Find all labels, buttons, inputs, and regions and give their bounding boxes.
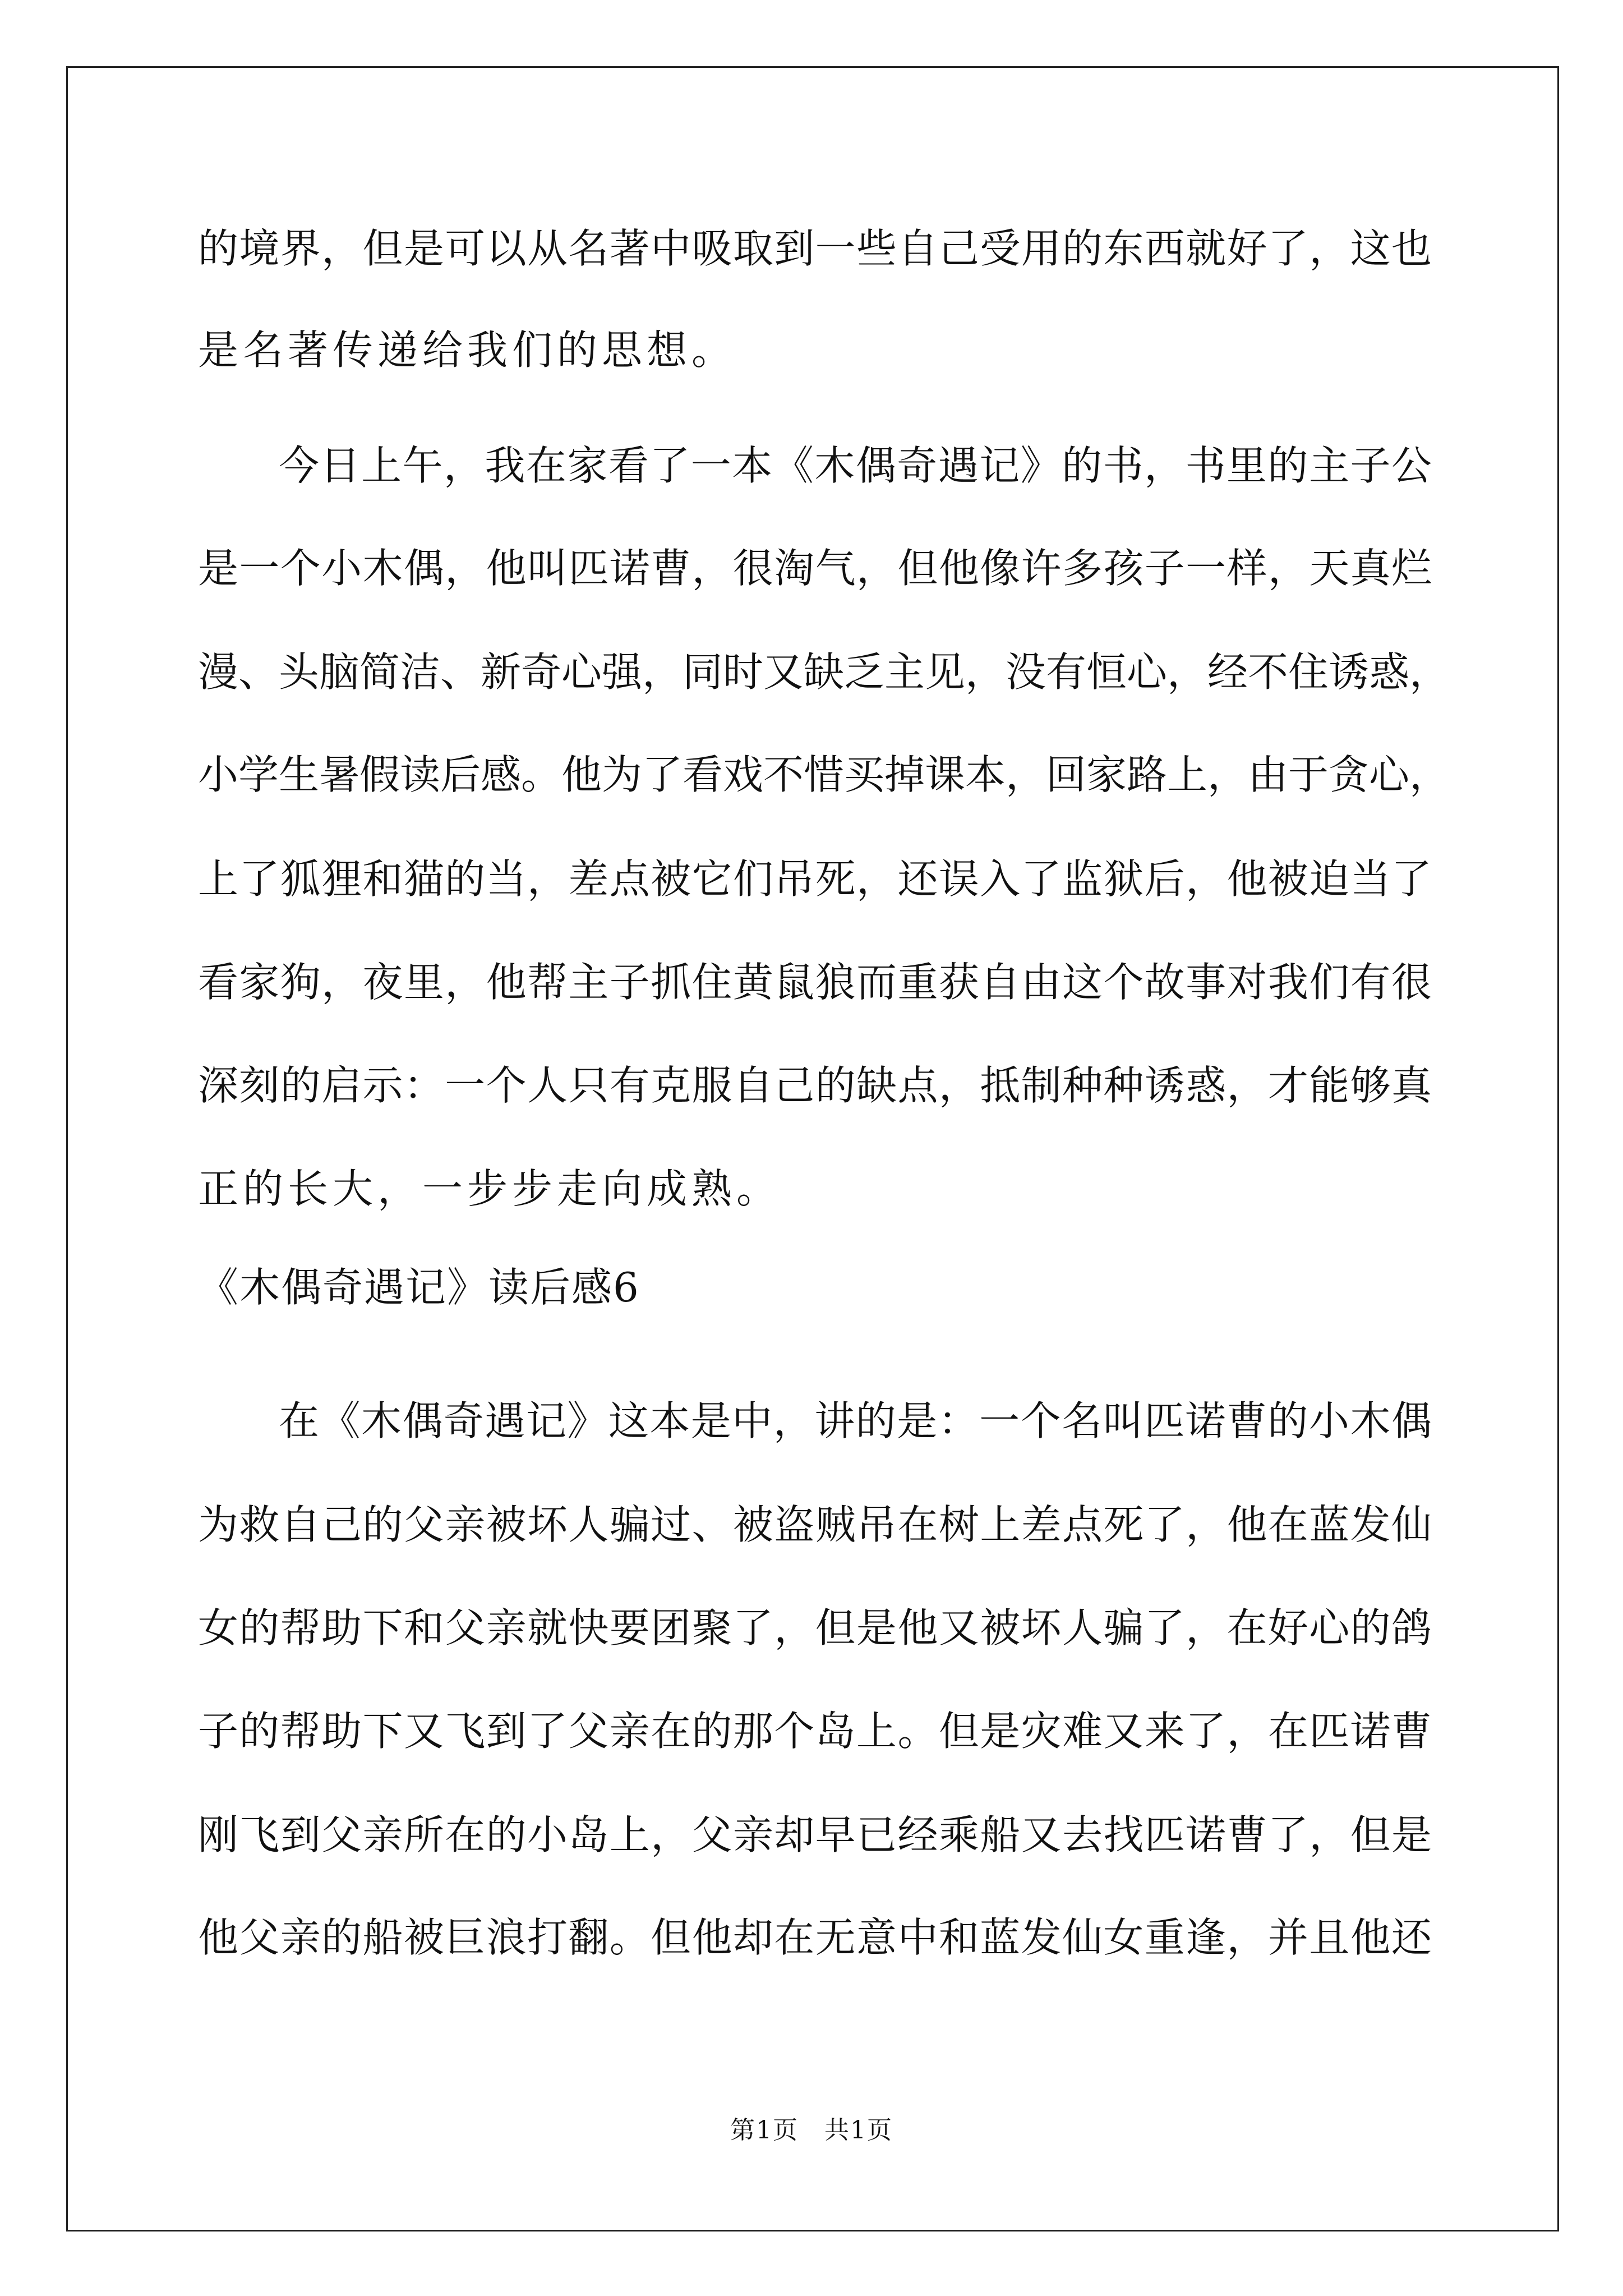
text-line: 是名著传递给我们的思想。 (198, 326, 737, 374)
text-line: 在《木偶奇遇记》这本是中，讲的是：一个名叫匹诺曹的小木偶 (279, 1397, 1432, 1444)
text-line: 深刻的启示：一个人只有克服自己的缺点，抵制种种诱惑，才能够真 (198, 1062, 1432, 1109)
text-line: 的境界，但是可以从名著中吸取到一些自己受用的东西就好了，这也 (198, 225, 1432, 272)
text-line: 子的帮助下又飞到了父亲在的那个岛上。但是灾难又来了，在匹诺曹 (198, 1708, 1432, 1755)
text-line: 正的长大，一步步走向成熟。 (198, 1165, 782, 1212)
text-line: 看家狗，夜里，他帮主子抓住黄鼠狼而重获自由这个故事对我们有很 (198, 959, 1432, 1006)
text-line: 是一个小木偶，他叫匹诺曹，很淘气，但他像许多孩子一样，天真烂 (198, 545, 1432, 592)
text-line: 今日上午，我在家看了一本《木偶奇遇记》的书，书里的主子公 (279, 442, 1432, 489)
text-line: 他父亲的船被巨浪打翻。但他却在无意中和蓝发仙女重逢，并且他还 (198, 1914, 1432, 1961)
text-line: 女的帮助下和父亲就快要团聚了，但是他又被坏人骗了，在好心的鸽 (198, 1604, 1432, 1651)
page-border (66, 66, 1559, 2231)
page-indicator: 第1页 共1页 (730, 2116, 893, 2145)
text-line: 为救自己的父亲被坏人骗过、被盗贼吊在树上差点死了，他在蓝发仙 (198, 1501, 1432, 1548)
text-line: 刚飞到父亲所在的小岛上，父亲却早已经乘船又去找匹诺曹了，但是 (198, 1811, 1432, 1858)
text-line: 漫、头脑简洁、新奇心强，同时又缺乏主见，没有恒心，经不住诱惑， (198, 648, 1450, 696)
section-heading: 《木偶奇遇记》读后感6 (198, 1264, 640, 1311)
text-line: 小学生暑假读后感。他为了看戏不惜买掉课本，回家路上，由于贪心， (198, 751, 1450, 798)
text-line: 上了狐狸和猫的当，差点被它们吊死，还误入了监狱后，他被迫当了 (198, 855, 1432, 903)
